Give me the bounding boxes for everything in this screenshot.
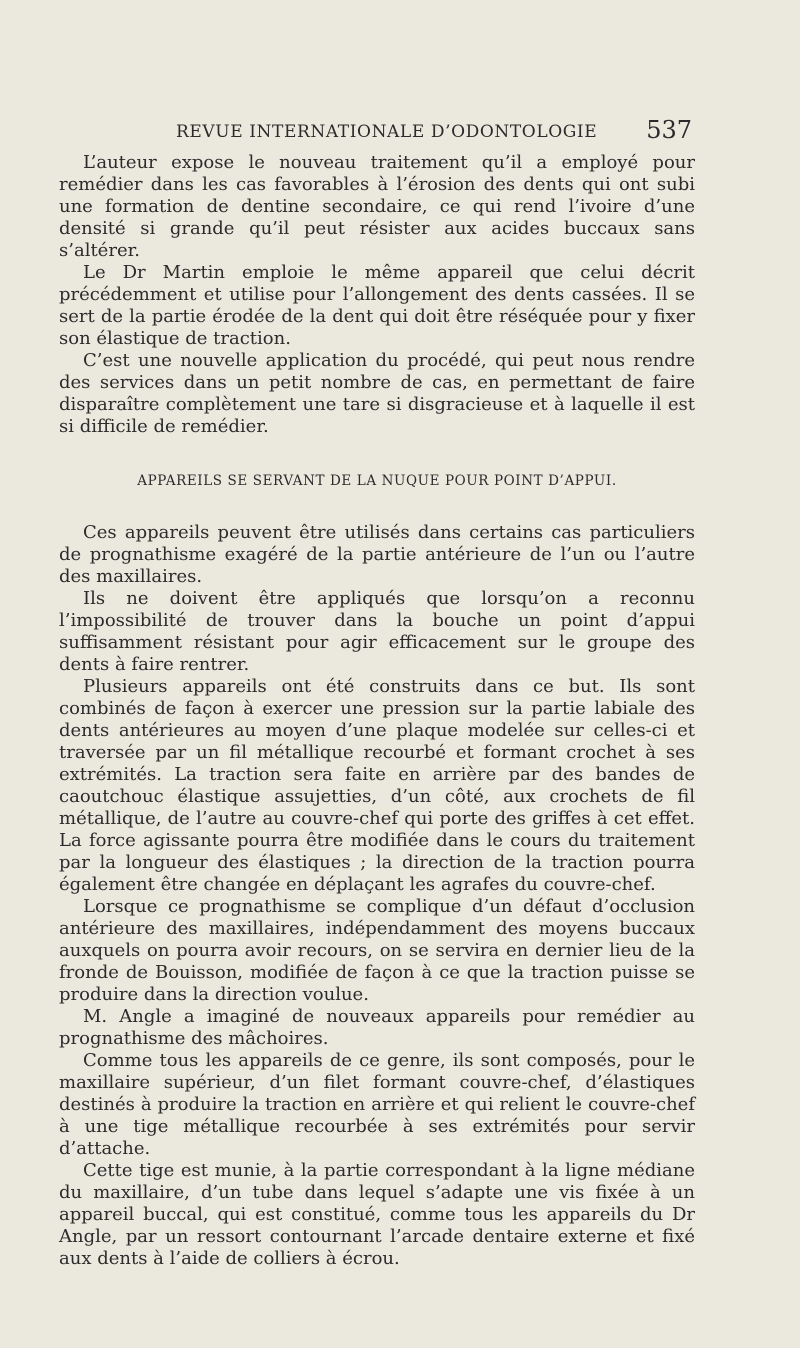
- page-header: [60, 118, 692, 148]
- page-number: 537: [646, 116, 692, 144]
- paragraph: L’auteur expose le nouveau traitement qu’il a employé pour remédier dans les cas favorables à l’érosion des dents qui ont subi une formation de dentine secondaire, ce qui rend l’ivoire d’une densité si grande qu’il peut résister aux acides buccaux sans s’altérer.: [59, 152, 695, 261]
- body-text: [59, 152, 695, 1270]
- paragraph: Le Dr Martin emploie le même appareil que celui décrit précédemment et utilise pour l’allongement des dents cassées. Il se sert de la partie érodée de la dent qui doit être réséquée pour y fixer son élastique de traction.: [59, 262, 695, 349]
- paragraph: Comme tous les appareils de ce genre, ils sont composés, pour le maxillaire supérieur, d’un filet formant couvre-chef, d’élastiques destinés à produire la traction en arrière et qui relient le couvre-chef à une tige métallique recourbée à ses extrémités pour servir d’attache.: [59, 1050, 695, 1159]
- paragraph: M. Angle a imaginé de nouveaux appareils pour remédier au prognathisme des mâchoires.: [59, 1006, 695, 1049]
- paragraph: C’est une nouvelle application du procédé, qui peut nous rendre des services dans un petit nombre de cas, en permettant de faire disparaître complètement une tare si disgracieuse et à laquelle il est si difficile de remédier.: [59, 350, 695, 437]
- paragraph: Cette tige est munie, à la partie correspondant à la ligne médiane du maxillaire, d’un tube dans lequel s’adapte une vis fixée à un appareil buccal, qui est constitué, comme tous les appareils du Dr Angle, par un ressort contournant l’arcade dentaire externe et fixé aux dents à l’aide de colliers à écrou.: [59, 1160, 695, 1269]
- paragraph: Plusieurs appareils ont été construits dans ce but. Ils sont combinés de façon à exercer une pression sur la partie labiale des dents antérieures au moyen d’une plaque modelée sur celles-ci et traversée par un fil métallique recourbé et formant crochet à ses extrémités. La traction sera faite en arrière par des bandes de caoutchouc élastique assujetties, d’un côté, aux crochets de fil métallique, de l’autre au couvre-chef qui porte des griffes à cet effet. La force agissante pourra être modifiée dans le cours du traitement par la longueur des élastiques ; la direction de la traction pourra également être changée en déplaçant les agrafes du couvre-chef.: [59, 676, 695, 895]
- paragraph: Lorsque ce prognathisme se complique d’un défaut d’occlusion antérieure des maxillaires, indépendamment des moyens buccaux auxquels on pourra avoir recours, on se servira en dernier lieu de la fronde de Bouisson, modifiée de façon à ce que la traction puisse se produire dans la direction voulue.: [59, 896, 695, 1005]
- paragraph: Ces appareils peuvent être utilisés dans certains cas particuliers de prognathisme exagéré de la partie antérieure de l’un ou l’autre des maxillaires.: [59, 522, 695, 587]
- running-head: REVUE INTERNATIONALE D’ODONTOLOGIE: [176, 122, 598, 142]
- section-title: APPAREILS SE SERVANT DE LA NUQUE POUR POINT D’APPUI.: [137, 473, 617, 489]
- paragraph: Ils ne doivent être appliqués que lorsqu’on a reconnu l’impossibilité de trouver dans la bouche un point d’appui suffisamment résistant pour agir efficacement sur le groupe des dents à faire rentrer.: [59, 588, 695, 675]
